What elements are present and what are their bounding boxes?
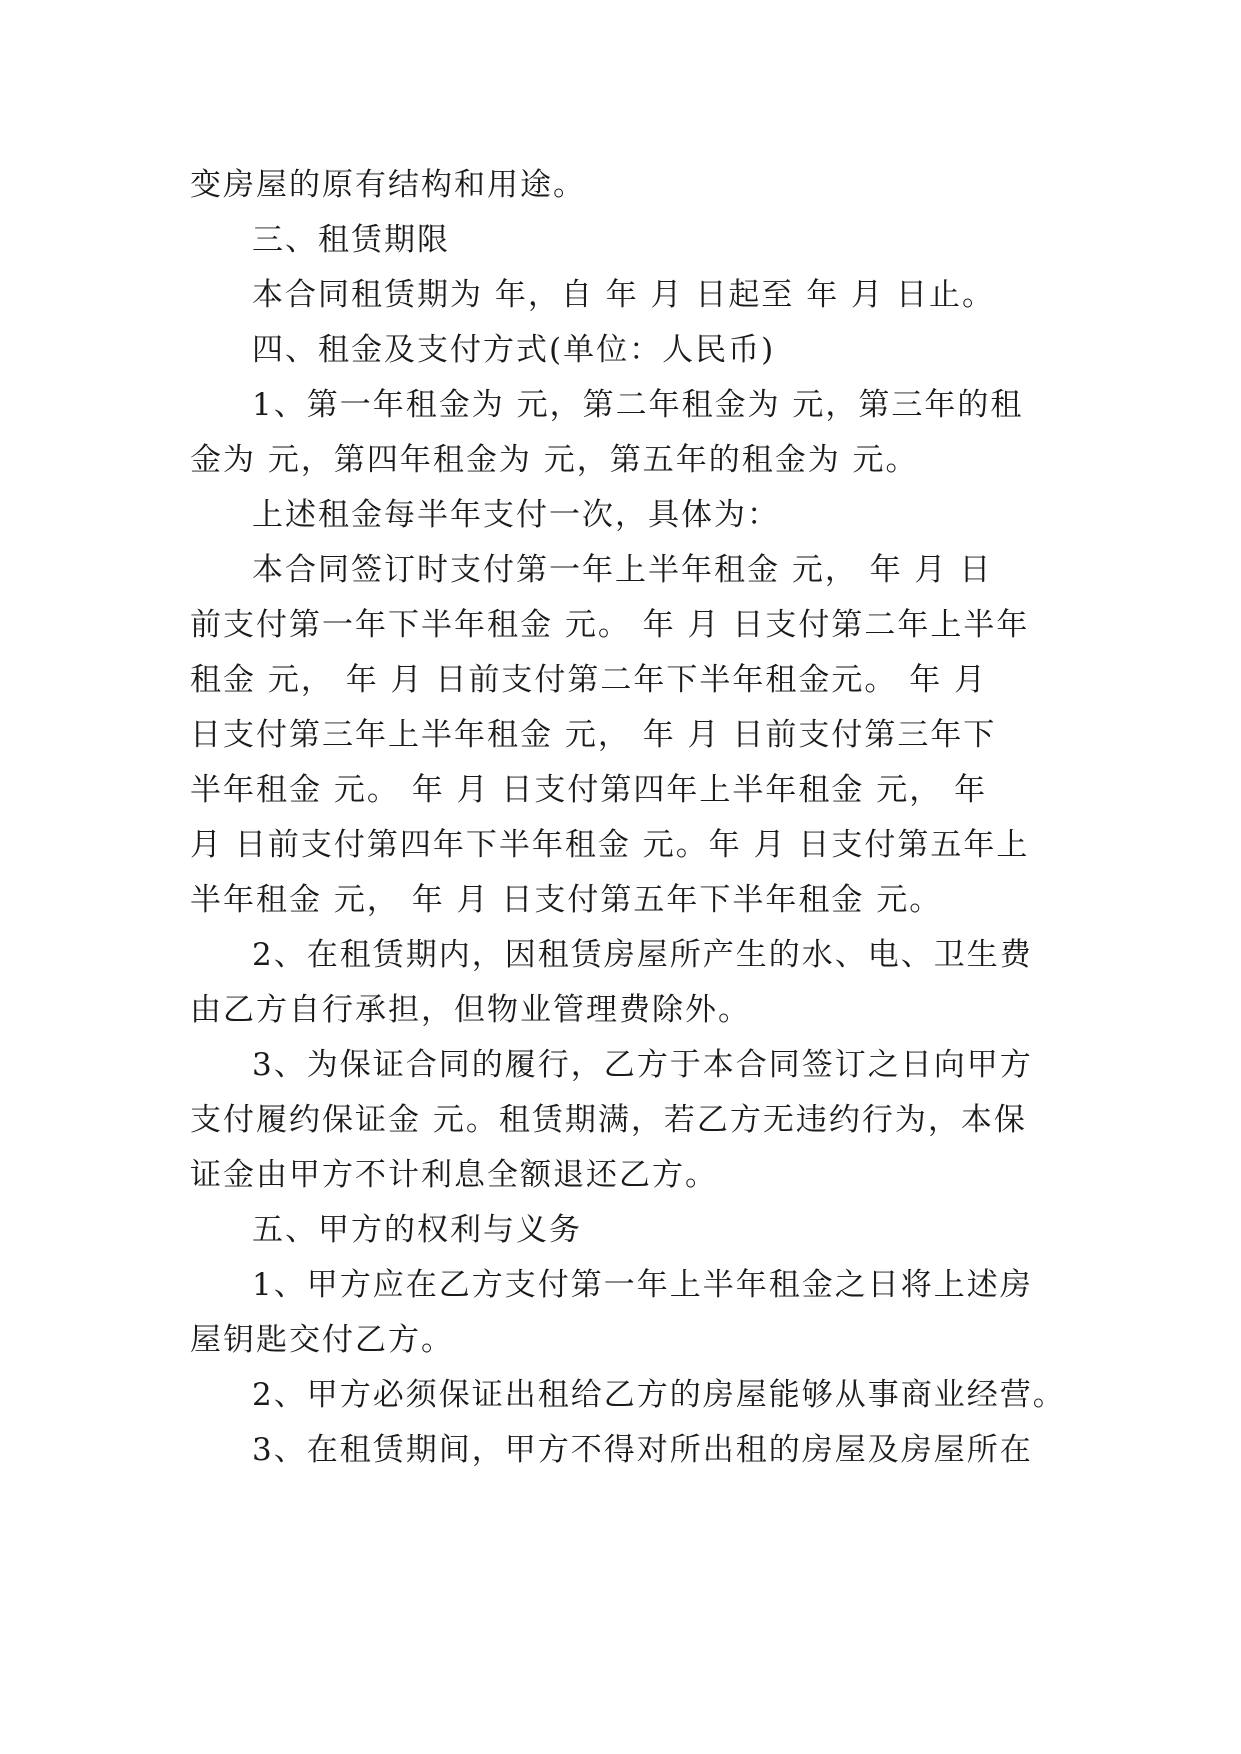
text-line: 月 日前支付第四年下半年租金 元。年 月 日支付第五年上 <box>190 827 1030 863</box>
text-line: 支付履约保证金 元。租赁期满，若乙方无违约行为，本保 <box>190 1102 1027 1138</box>
section-heading: 五、甲方的权利与义务 <box>252 1212 582 1248</box>
text-line: 2、在租赁期内，因租赁房屋所产生的水、电、卫生费 <box>252 937 1033 973</box>
text-line: 租金 元， 年 月 日前支付第二年下半年租金元。 年 月 <box>190 662 988 698</box>
text-line: 上述租金每半年支付一次，具体为： <box>252 497 780 533</box>
text-line: 由乙方自行承担，但物业管理费除外。 <box>190 992 751 1028</box>
text-line: 3、在租赁期间，甲方不得对所出租的房屋及房屋所在 <box>252 1432 1033 1468</box>
text-line: 本合同签订时支付第一年上半年租金 元， 年 月 日 <box>252 552 993 588</box>
text-line: 本合同租赁期为 年，自 年 月 日起至 年 月 日止。 <box>252 277 995 313</box>
text-line: 半年租金 元， 年 月 日支付第五年下半年租金 元。 <box>190 882 943 918</box>
text-line: 3、为保证合同的履行，乙方于本合同签订之日向甲方 <box>252 1047 1033 1083</box>
text-line: 日支付第三年上半年租金 元， 年 月 日前支付第三年下 <box>190 717 997 753</box>
section-heading: 四、租金及支付方式(单位：人民币) <box>252 332 776 368</box>
section-heading: 三、租赁期限 <box>252 222 450 258</box>
text-line: 半年租金 元。 年 月 日支付第四年上半年租金 元， 年 <box>190 772 988 808</box>
text-line: 1、甲方应在乙方支付第一年上半年租金之日将上述房 <box>252 1267 1033 1303</box>
text-line: 前支付第一年下半年租金 元。 年 月 日支付第二年上半年 <box>190 607 1030 643</box>
text-line: 变房屋的原有结构和用途。 <box>190 167 586 203</box>
text-line: 证金由甲方不计利息全额退还乙方。 <box>190 1157 718 1193</box>
text-line: 1、第一年租金为 元，第二年租金为 元，第三年的租 <box>252 387 1024 423</box>
text-line: 金为 元，第四年租金为 元，第五年的租金为 元。 <box>190 442 919 478</box>
text-line: 2、甲方必须保证出租给乙方的房屋能够从事商业经营。 <box>252 1377 1066 1413</box>
text-line: 屋钥匙交付乙方。 <box>190 1322 454 1358</box>
